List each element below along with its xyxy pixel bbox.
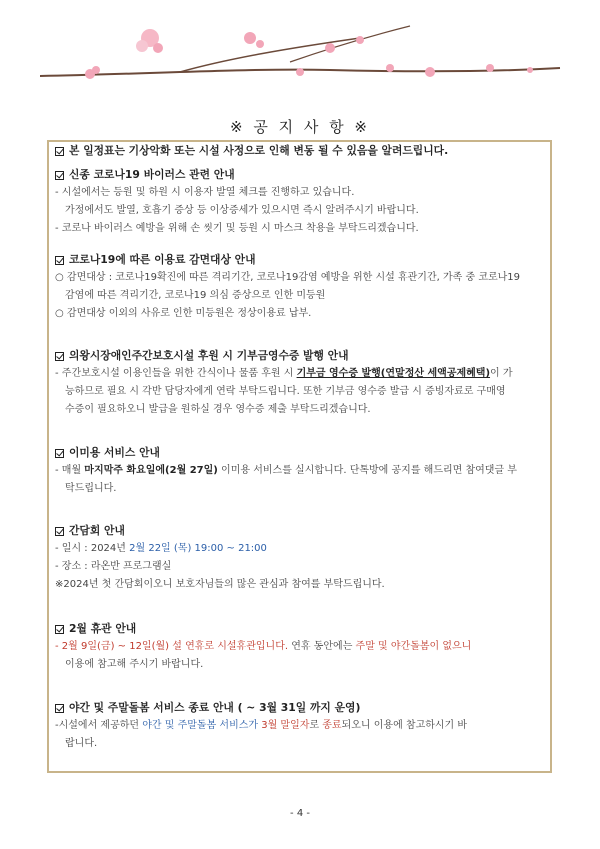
fee-line-1: ○ 감면대상 : 코로나19확진에 따른 격리기간, 코로나19감염 예방을 위한 시설 휴관기간, 가족 중 코로나19	[55, 272, 521, 283]
fee-line-3: ○ 감면대상 이외의 사유로 인한 미등원은 정상이용료 납부.	[55, 308, 312, 319]
hair-heading: 이미용 서비스 안내	[69, 446, 160, 459]
meeting-line-3: ※2024년 첫 간담회이오니 보호자님들의 많은 관심과 참여를 부탁드립니다.	[55, 579, 385, 590]
meeting-heading: 간담회 안내	[69, 524, 125, 537]
night-line-2: 랍니다.	[65, 738, 98, 749]
night-service: 야간 및 주말돌봄 서비스가	[142, 720, 262, 731]
cherry-blossom-branch-decoration	[30, 18, 570, 88]
meeting-line-1	[55, 540, 544, 558]
night-end-date: 3월 말일자	[261, 720, 310, 731]
corona-line-2: 가정에서도 발열, 호흡기 증상 등 이상증세가 있으시면 즉시 알려주시기 바랍니다.	[65, 205, 419, 216]
checkbox-icon	[55, 352, 64, 361]
fee-line-2: 감염에 따른 격리기간, 코로나19 의심 증상으로 인한 미등원	[65, 290, 326, 301]
checkbox-icon	[55, 449, 64, 458]
checkbox-icon	[55, 147, 64, 156]
meeting-datetime: 2월 22일 (목) 19:00 ~ 21:00	[129, 543, 267, 554]
hair-line-1-c: 이미용 서비스를 실시합니다. 단톡방에 공지를 해드리면 참여댓글 부	[217, 465, 517, 476]
donation-line-1	[55, 365, 544, 383]
holiday-line-1-b: 연휴 동안에는	[288, 641, 356, 652]
notice-title: ※ 공 지 사 항 ※	[230, 118, 370, 136]
hair-line-1-a: - 매월	[55, 465, 85, 476]
hair-date-highlight: 마지막주 화요일에(2월 27일)	[84, 465, 218, 476]
checkbox-icon	[55, 704, 64, 713]
donation-heading: 의왕시장애인주간보호시설 후원 시 기부금영수증 발행 안내	[69, 349, 349, 362]
holiday-heading: 2월 휴관 안내	[69, 622, 137, 635]
page-number: - 4 -	[290, 808, 310, 819]
donation-line-3: 수증이 필요하오니 발급을 원하실 경우 영수증 제출 부탁드리겠습니다.	[65, 404, 371, 415]
checkbox-icon	[55, 527, 64, 536]
night-end-word: 종료	[322, 720, 342, 731]
corona-line-3: - 코로나 바이러스 예방을 위해 손 씻기 및 등원 시 마스크 착용을 부탁드리겠습니다.	[55, 223, 419, 234]
holiday-no-care: 주말 및 야간돌봄이 없으니	[355, 641, 472, 652]
donation-line-1-c: 이 가	[490, 368, 513, 379]
donation-line-2: 능하므로 필요 시 각반 담당자에게 연락 부탁드립니다. 또한 기부금 영수증 발급 시 증빙자료로 구매영	[65, 386, 506, 397]
section-donation	[55, 347, 544, 419]
checkbox-icon	[55, 625, 64, 634]
night-line-1-a: -시설에서 제공하던	[55, 720, 143, 731]
meeting-line-1-a: - 일시 : 2024년	[55, 543, 130, 554]
night-line-1-f: 되오니 이용에 참고하시기 바	[341, 720, 468, 731]
night-line-1-d: 로	[309, 720, 323, 731]
holiday-dates: - 2월 9일(금) ~ 12일(월) 설 연휴로 시설휴관입니다.	[55, 641, 289, 652]
section-night-care	[55, 699, 544, 753]
corona-line-1: - 시설에서는 등원 및 하원 시 이용자 발열 체크를 진행하고 있습니다.	[55, 187, 355, 198]
checkbox-icon	[55, 256, 64, 265]
section-schedule-notice	[55, 142, 544, 160]
section-hair	[55, 444, 544, 498]
night-line-1	[55, 717, 544, 735]
night-heading: 야간 및 주말돌봄 서비스 종료 안내 ( ~ 3월 31일 까지 운영)	[69, 701, 361, 714]
fee-heading: 코로나19에 따른 이용료 감면대상 안내	[69, 253, 256, 266]
checkbox-icon	[55, 171, 64, 180]
notice-box	[47, 140, 552, 773]
donation-line-1-a: - 주간보호시설 이용인들을 위한 간식이나 물품 후원 시	[55, 368, 297, 379]
hair-line-1	[55, 462, 544, 480]
section-corona	[55, 166, 544, 238]
hair-line-2: 탁드립니다.	[65, 483, 117, 494]
schedule-notice-text: 본 일정표는 기상악화 또는 시설 사정으로 인해 변동 될 수 있음을 알려드립니다.	[69, 144, 449, 157]
section-meeting	[55, 522, 544, 594]
meeting-line-2: - 장소 : 라온반 프로그램실	[55, 561, 172, 572]
holiday-line-1	[55, 638, 544, 656]
donation-receipt-highlight: 기부금 영수증 발행(연말정산 세액공제혜택)	[296, 368, 491, 379]
section-holiday	[55, 620, 544, 674]
corona-heading: 신종 코로나19 바이러스 관련 안내	[69, 168, 235, 181]
holiday-line-2: 이용에 참고해 주시기 바랍니다.	[65, 659, 204, 670]
section-fee	[55, 251, 544, 323]
